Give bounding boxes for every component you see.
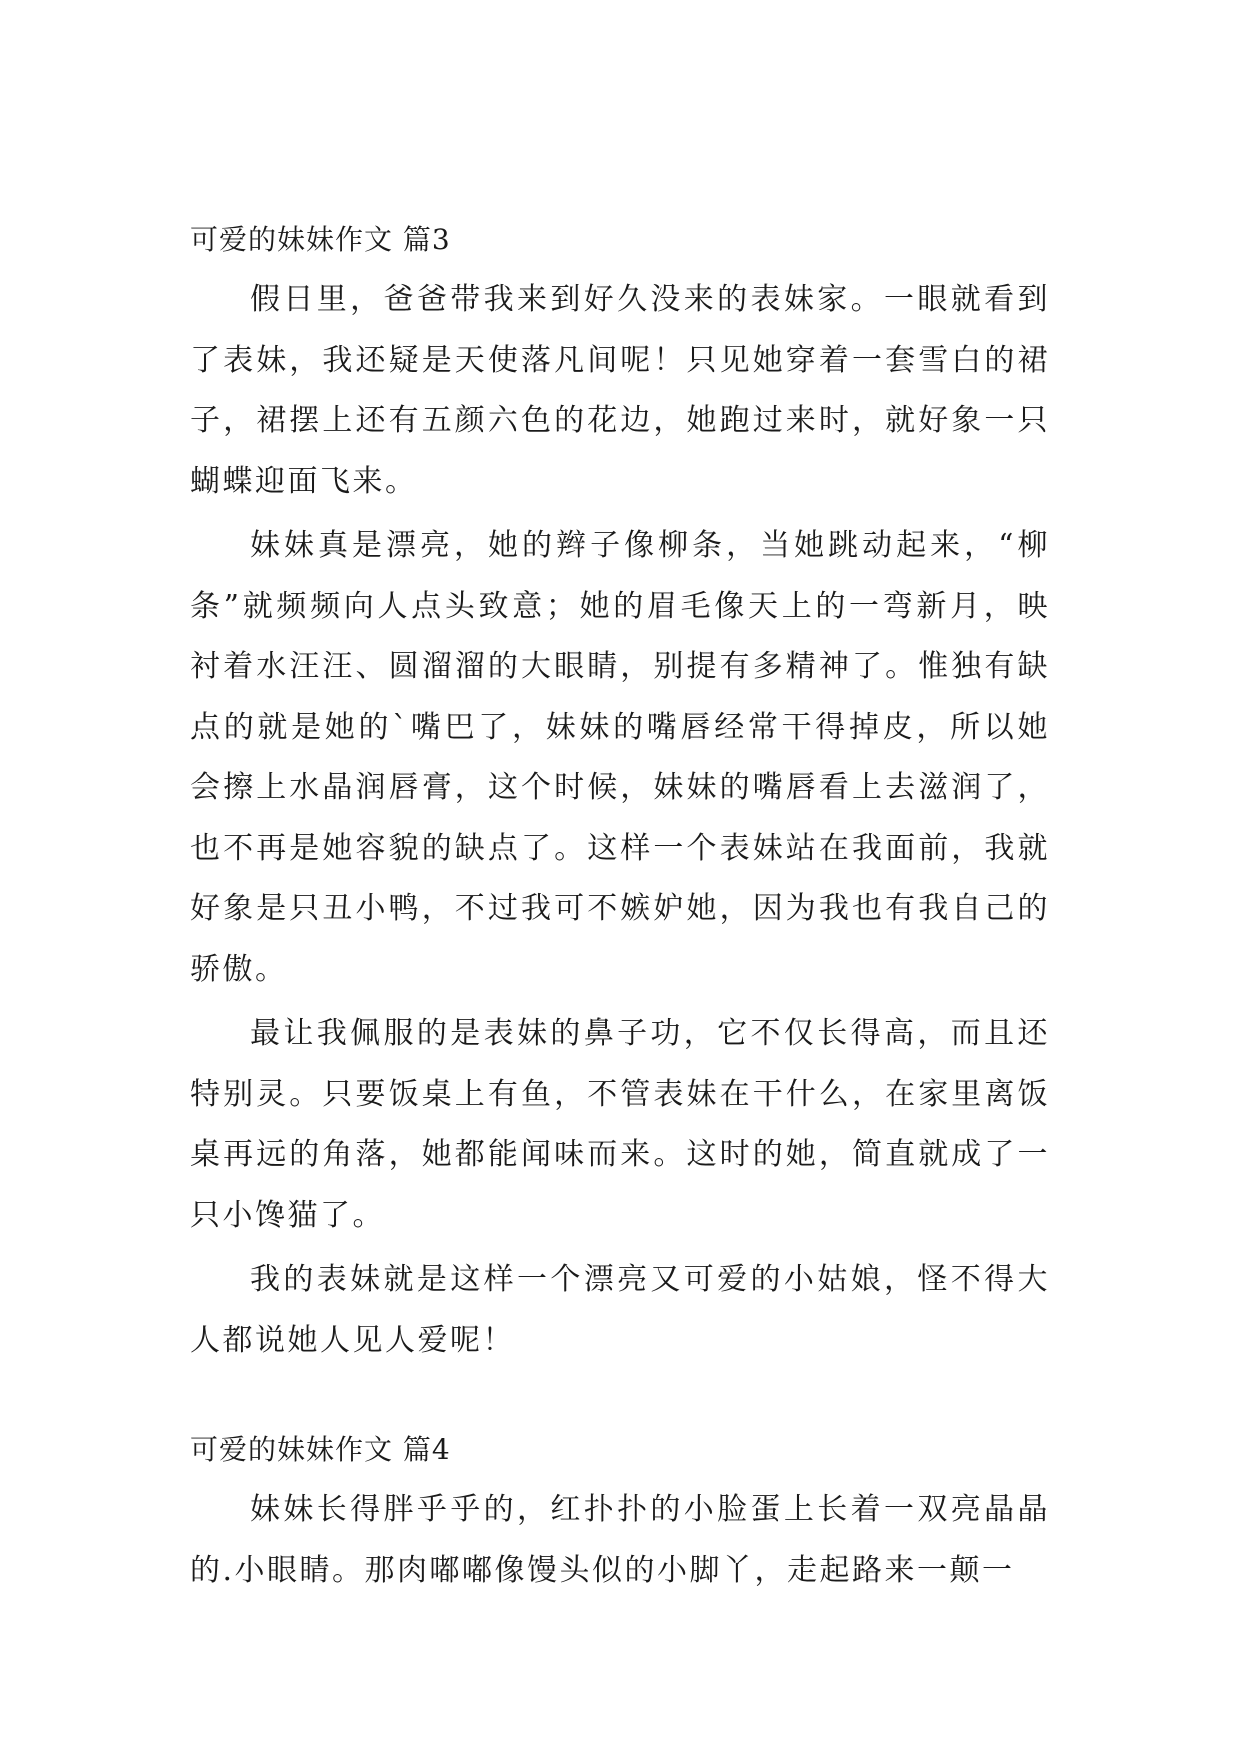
- paragraph: 我的表妹就是这样一个漂亮又可爱的小姑娘，怪不得大人都说她人见人爱呢！: [190, 1262, 1050, 1358]
- paragraph: 最让我佩服的是表妹的鼻子功，它不仅长得高，而且还特别灵。只要饭桌上有鱼，不管表妹在干什么，在家里离饭桌再远的角落，她都能闻味而来。这时的她，简直就成了一只小馋猫了。: [190, 1016, 1050, 1233]
- paragraph: 假日里，爸爸带我来到好久没来的表妹家。一眼就看到了表妹，我还疑是天使落凡间呢！只见她穿着一套雪白的裙子，裙摆上还有五颜六色的花边，她跑过来时，就好象一只蝴蝶迎面飞来。: [190, 282, 1050, 499]
- section-heading: 可爱的妹妹作文 篇3: [190, 223, 451, 256]
- document-page: [190, 210, 1050, 1605]
- paragraph: 妹妹真是漂亮，她的辫子像柳条，当她跳动起来，“柳条”就频频向人点头致意；她的眉毛像天上的一弯新月，映衬着水汪汪、圆溜溜的大眼睛，别提有多精神了。惟独有缺点的就是她的`嘴巴了，妹妹的嘴唇经常干得掉皮，所以她会擦上水晶润唇膏，这个时候，妹妹的嘴唇看上去滋润了，也不再是她容貌的缺点了。这样一个表妹站在我面前，我就好象是只丑小鸭，不过我可不嫉妒她，因为我也有我自己的骄傲。: [190, 528, 1050, 987]
- section-heading: 可爱的妹妹作文 篇4: [190, 1433, 451, 1466]
- section-spacer: [190, 1375, 1050, 1420]
- paragraph: 妹妹长得胖乎乎的，红扑扑的小脸蛋上长着一双亮晶晶的.小眼睛。那肉嘟嘟像馒头似的小脚丫，走起路来一颠一: [190, 1492, 1050, 1588]
